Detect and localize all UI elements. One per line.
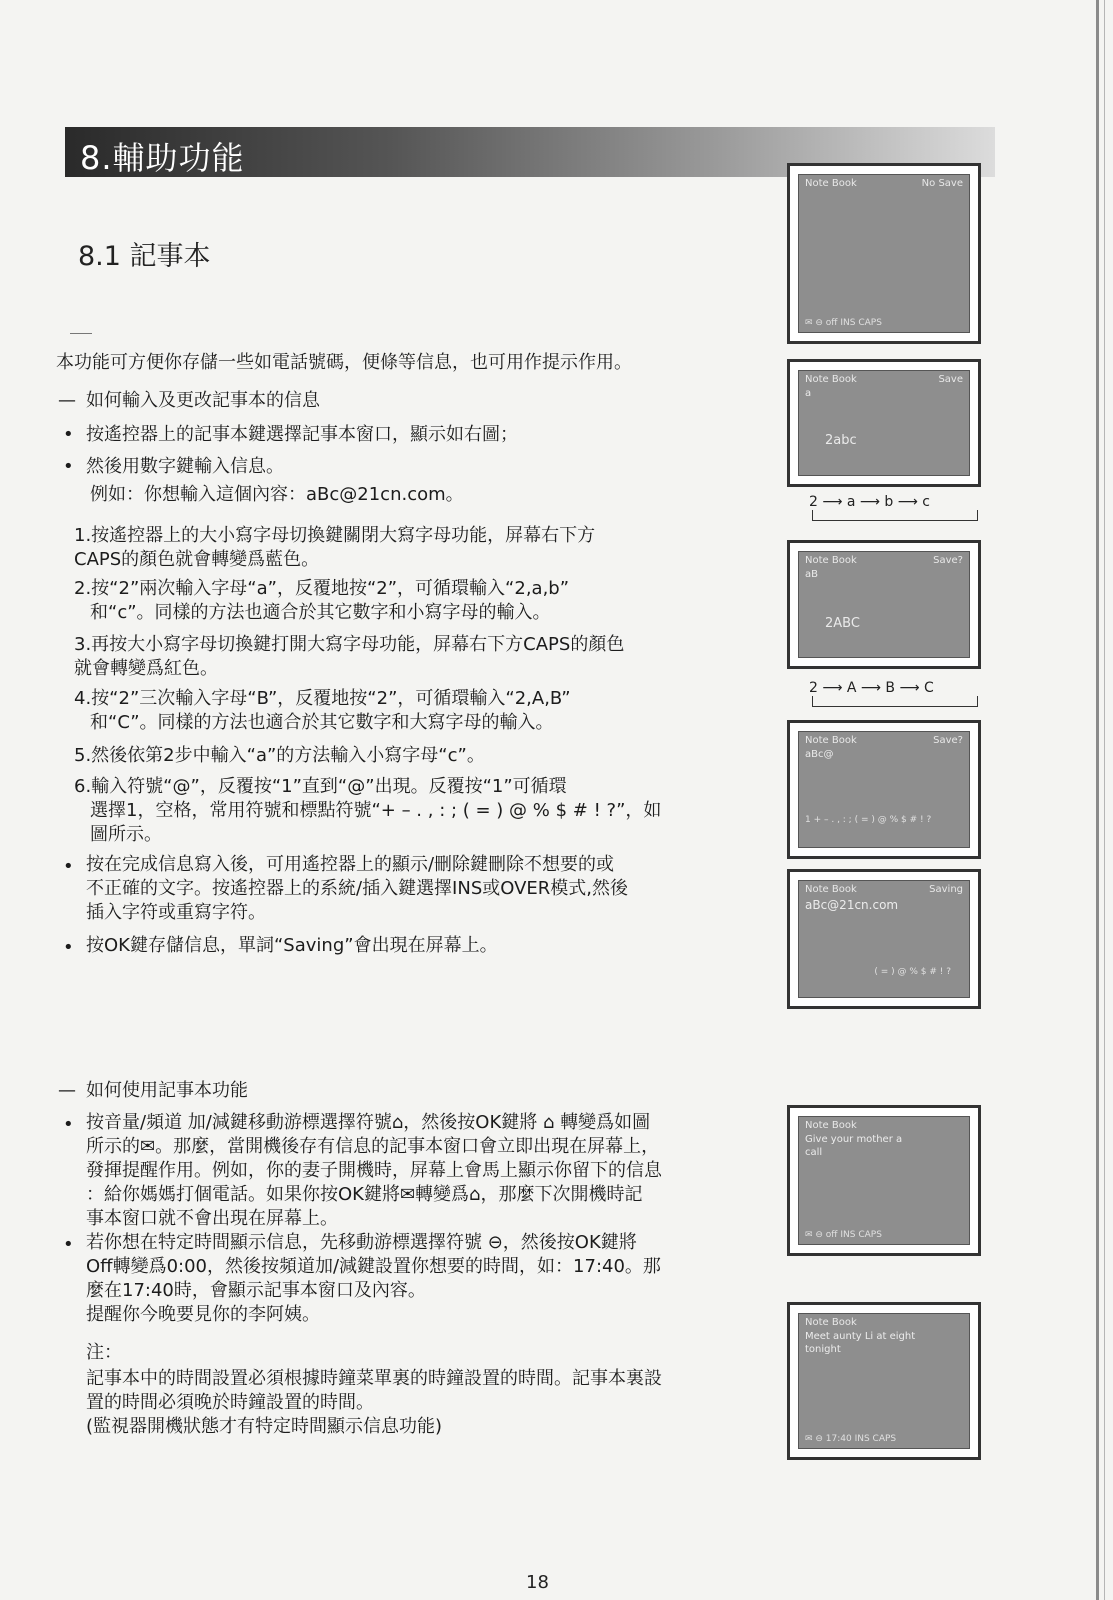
step-text: 1.按遙控器上的大小寫字母切換鍵關閉大寫字母功能，屏幕右下方 [74,525,596,546]
screen-display [798,880,970,998]
screen-title: Note Book [805,374,857,385]
screen-symbol-list: ( = ) @ % $ # ! ? [874,967,951,977]
notebook-screen-6 [787,1105,981,1256]
screen-text: tonight [805,1344,841,1355]
bullet-dot: • [63,937,74,958]
step-text: 2.按“2”兩次輸入字母“a”，反覆地按“2”，可循環輸入“2,a,b” [74,578,570,599]
bullet-text: 按在完成信息寫入後，可用遙控器上的顯示/刪除鍵刪除不想要的或 [86,854,615,875]
screen-text: aB [805,569,818,580]
screen-status-bar: ✉ ⊖ 17:40 INS CAPS [805,1434,897,1444]
bullet-text: 不正確的文字。按遙控器上的系統/插入鍵選擇INS或OVER模式,然後 [86,878,629,899]
screen-status: Save [938,374,963,385]
bullet-text: 按遙控器上的記事本鍵選擇記事本窗口，顯示如右圖； [86,424,518,445]
screen-display [798,1313,970,1449]
char-sequence-lower: 2 ⟶ a ⟶ b ⟶ c [809,494,930,510]
notebook-screen-1 [787,163,981,344]
notebook-screen-2 [787,359,981,487]
screen-text: call [805,1147,823,1158]
screen-title: Note Book [805,1120,857,1131]
bullet-dot: • [63,1114,74,1135]
bullet-dot: • [63,1234,74,1255]
screen-char-cycle: 2ABC [825,616,860,631]
screen-status-bar: ✉ ⊖ off INS CAPS [805,318,882,328]
note-text: (監視器開機狀態才有特定時間顯示信息功能) [86,1416,443,1437]
heading-usage: 如何使用記事本功能 [86,1080,248,1101]
bullet-text: 然後用數字鍵輸入信息。 [86,456,284,477]
step-text: 和“c”。同樣的方法也適合於其它數字和小寫字母的輸入。 [90,602,551,623]
step-text: 4.按“2”三次輸入字母“B”，反覆地按“2”，可循環輸入“2,A,B” [74,688,571,709]
bullet-text: 發揮提醒作用。例如，你的妻子開機時，屏幕上會馬上顯示你留下的信息 [86,1160,662,1181]
screen-text: Give your mother a [805,1134,903,1145]
bullet-text: 按音量/頻道 加/減鍵移動游標選擇符號⌂，然後按OK鍵將 ⌂ 轉變爲如圖 [86,1112,651,1133]
bullet-text: 插入字符或重寫字符。 [86,902,266,923]
step-text: 就會轉變爲紅色。 [74,658,218,679]
step-text: 5.然後依第2步中輸入“a”的方法輸入小寫字母“c”。 [74,745,485,766]
char-sequence-upper: 2 ⟶ A ⟶ B ⟶ C [809,680,934,696]
intro-text: 本功能可方便你存儲一些如電話號碼，便條等信息，也可用作提示作用。 [56,352,632,373]
bullet-dot: • [63,456,74,477]
screen-title: Note Book [805,735,857,746]
bullet-text: Off轉變爲0:00，然後按頻道加/減鍵設置你想要的時間，如：17:40。那 [86,1256,661,1277]
notebook-screen-3 [787,540,981,669]
bullet-text: 事本窗口就不會出現在屏幕上。 [86,1208,338,1229]
bullet-dot: • [63,424,74,445]
dash-marker: — [58,390,76,411]
screen-text: a [805,388,812,399]
note-text: 記事本中的時間設置必須根據時鐘菜單裏的時鐘設置的時間。記事本裏設 [86,1368,662,1389]
screen-status-bar: ✉ ⊖ off INS CAPS [805,1230,882,1240]
page-edge-rule-thin [1104,0,1105,1600]
screen-display [798,174,970,333]
note-text: 置的時間必須晚於時鐘設置的時間。 [86,1392,374,1413]
screen-display [798,551,970,658]
screen-symbol-list: 1 + – . , : ; ( = ) @ % $ # ! ? [805,815,932,825]
bullet-text: 若你想在特定時間顯示信息，先移動游標選擇符號 ⊖，然後按OK鍵將 [86,1232,637,1253]
screen-text: aBc@ [805,749,834,760]
notebook-screen-4 [787,720,981,859]
step-text: 3.再按大小寫字母切換鍵打開大寫字母功能，屏幕右下方CAPS的顏色 [74,634,625,655]
example-text: 例如：你想輸入這個內容：aBc@21cn.com。 [90,484,464,505]
screen-display [798,731,970,848]
page-number: 18 [526,1572,549,1593]
bullet-text: 提醒你今晚要見你的李阿姨。 [86,1304,320,1325]
bullet-dot: • [63,856,74,877]
sequence-loop-line [812,510,978,521]
step-text: CAPS的顏色就會轉變爲藍色。 [74,549,320,570]
screen-display [798,370,970,476]
screen-char-cycle: 2abc [825,433,857,448]
notebook-screen-5 [787,869,981,1009]
screen-title: Note Book [805,555,857,566]
screen-status: Save? [933,555,963,566]
notebook-screen-7 [787,1302,981,1460]
screen-text: aBc@21cn.com [805,898,899,912]
screen-status: Save? [933,735,963,746]
bullet-text: 按OK鍵存儲信息，單詞“Saving”會出現在屏幕上。 [86,935,498,956]
page-edge-rule [1096,0,1099,1600]
step-text: 6.輸入符號“@”，反覆按“1”直到“@”出現。反覆按“1”可循環 [74,776,567,797]
divider [70,333,92,334]
section-title: 8.1 記事本 [78,241,211,272]
screen-display [798,1116,970,1245]
screen-title: Note Book [805,178,857,189]
screen-title: Note Book [805,1317,857,1328]
screen-status: Saving [929,884,963,895]
heading-input: 如何輸入及更改記事本的信息 [86,390,320,411]
note-label: 注： [86,1342,122,1363]
screen-status: No Save [921,178,963,189]
screen-title: Note Book [805,884,857,895]
dash-marker: — [58,1080,76,1101]
step-text: 和“C”。同樣的方法也適合於其它數字和大寫字母的輸入。 [90,712,554,733]
bullet-text: 所示的✉。那麼，當開機後存有信息的記事本窗口會立即出現在屏幕上， [86,1136,660,1157]
bullet-text: 麼在17:40時，會顯示記事本窗口及內容。 [86,1280,426,1301]
chapter-title: 8.輔助功能 [80,139,245,177]
step-text: 選擇1，空格，常用符號和標點符號“+ – . , : ; ( = ) @ % $ # ! ?”，如 [90,800,662,821]
sequence-loop-line [812,696,978,707]
bullet-text: ：給你媽媽打個電話。如果你按OK鍵將✉轉變爲⌂，那麼下次開機時記 [86,1184,643,1205]
screen-text: Meet aunty Li at eight [805,1331,916,1342]
step-text: 圖所示。 [90,824,162,845]
